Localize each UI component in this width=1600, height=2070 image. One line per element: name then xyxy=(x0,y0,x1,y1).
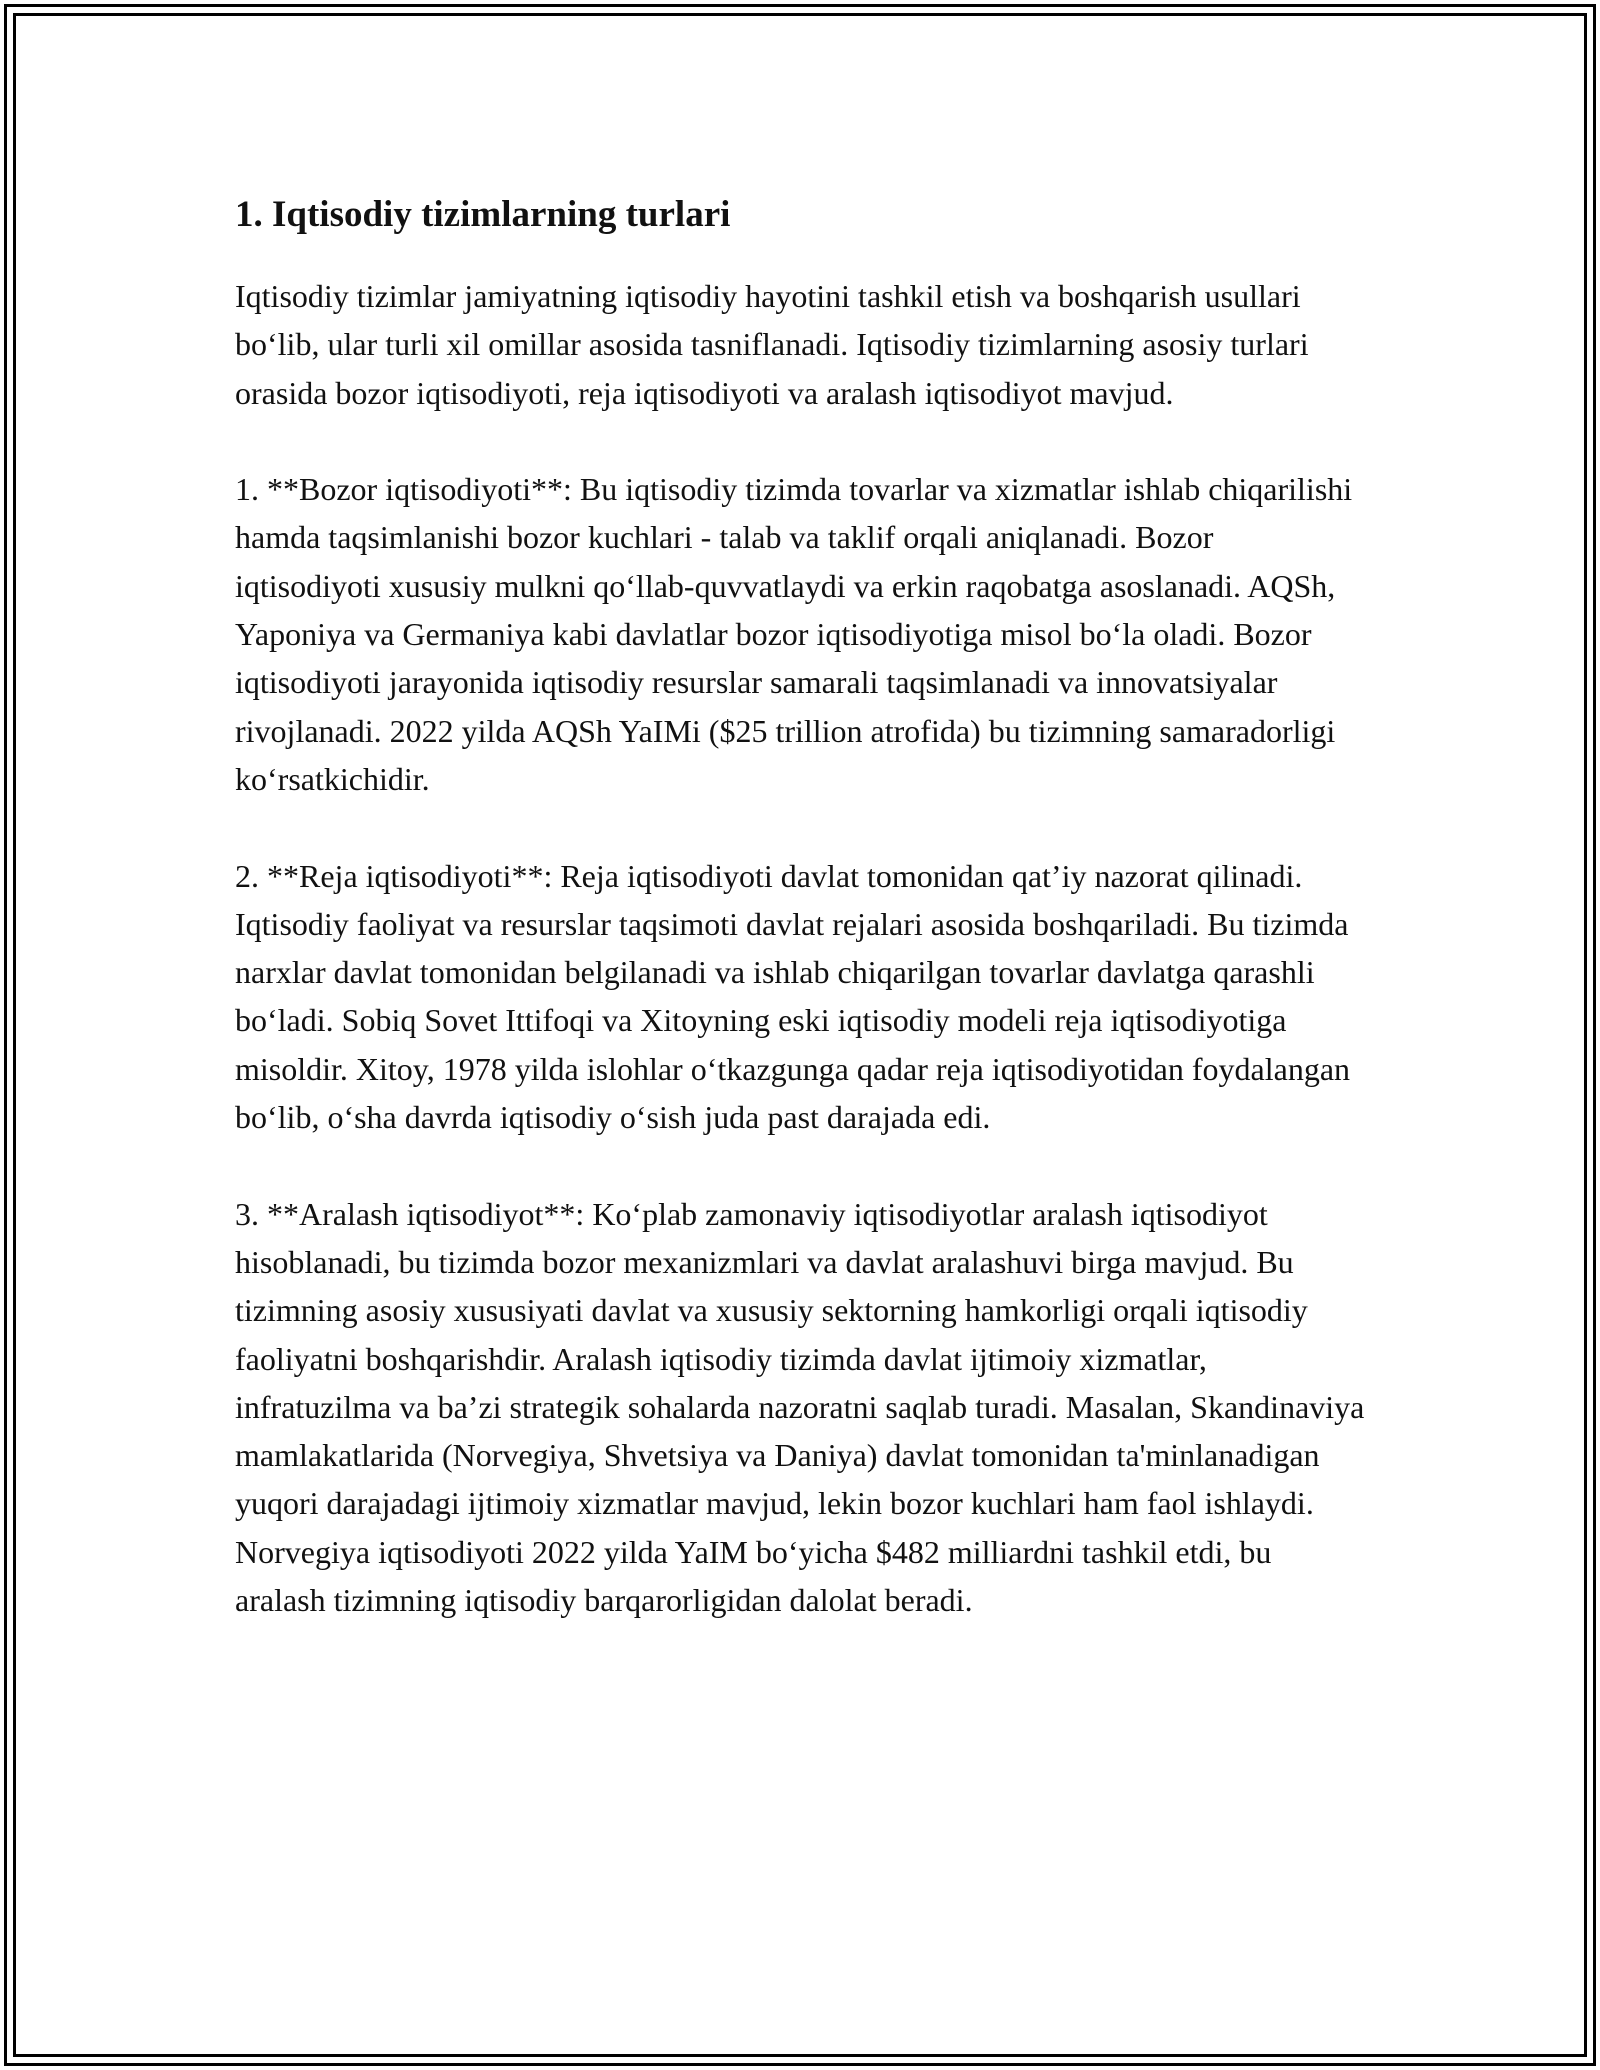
document-body xyxy=(235,186,1365,1673)
section-heading: 1. Iqtisodiy tizimlarning turlari xyxy=(235,194,731,235)
mixed-economy-paragraph: 3. **Aralash iqtisodiyot**: Ko‘plab zamonaviy iqtisodiyotlar aralash iqtisodiyot hisoblanadi, bu tizimda bozor mexanizmlari va davlat aralashuvi birga mavjud. Bu tizimning asosiy xususiyati davlat va xususiy sektorning hamkorligi orqali iqtisodiy faoliyatni boshqarishdir. Aralash iqtisodiy tizimda davlat ijtimoiy xizmatlar, infratuzilma va ba’zi strategik sohalarda nazoratni saqlab turadi. Masalan, Skandinaviya mamlakatlarida (Norvegiya, Shvetsiya va Daniya) davlat tomonidan ta'minlanadigan yuqori darajadagi ijtimoiy xizmatlar mavjud, lekin bozor kuchlari ham faol ishlaydi. Norvegiya iqtisodiyoti 2022 yilda YaIM bo‘yicha $482 milliardni tashkil etdi, bu aralash tizimning iqtisodiy barqarorligidan dalolat beradi. xyxy=(235,1195,1365,1619)
intro-paragraph: Iqtisodiy tizimlar jamiyatning iqtisodiy hayotini tashkil etish va boshqarish usullari bo‘lib, ular turli xil omillar asosida tasniflanadi. Iqtisodiy tizimlarning asosiy turlari orasida bozor iqtisodiyoti, reja iqtisodiyoti va aralash iqtisodiyot mavjud. xyxy=(235,278,1309,411)
planned-economy-paragraph: 2. **Reja iqtisodiyoti**: Reja iqtisodiyoti davlat tomonidan qat’iy nazorat qilinadi. Iqtisodiy faoliyat va resurslar taqsimoti davlat rejalari asosida boshqariladi. Bu tizimda narxlar davlat tomonidan belgilanadi va ishlab chiqarilgan tovarlar davlatga qarashli bo‘ladi. Sobiq Sovet Ittifoqi va Xitoyning eski iqtisodiy modeli reja iqtisodiyotiga misoldir. Xitoy, 1978 yilda islohlar o‘tkazgunga qadar reja iqtisodiyotidan foydalangan bo‘lib, o‘sha davrda iqtisodiy o‘sish juda past darajada edi. xyxy=(235,857,1351,1136)
market-economy-paragraph: 1. **Bozor iqtisodiyoti**: Bu iqtisodiy tizimda tovarlar va xizmatlar ishlab chiqarilishi hamda taqsimlanishi bozor kuchlari - talab va taklif orqali aniqlanadi. Bozor iqtisodiyoti xususiy mulkni qo‘llab-quvvatlaydi va erkin raqobatga asoslanadi. AQSh, Yaponiya va Germaniya kabi davlatlar bozor iqtisodiyotiga misol bo‘la oladi. Bozor iqtisodiyoti jarayonida iqtisodiy resurslar samarali taqsimlanadi va innovatsiyalar rivojlanadi. 2022 yilda AQSh YaIMi ($25 trillion atrofida) bu tizimning samaradorligi ko‘rsatkichidir. xyxy=(235,471,1353,797)
